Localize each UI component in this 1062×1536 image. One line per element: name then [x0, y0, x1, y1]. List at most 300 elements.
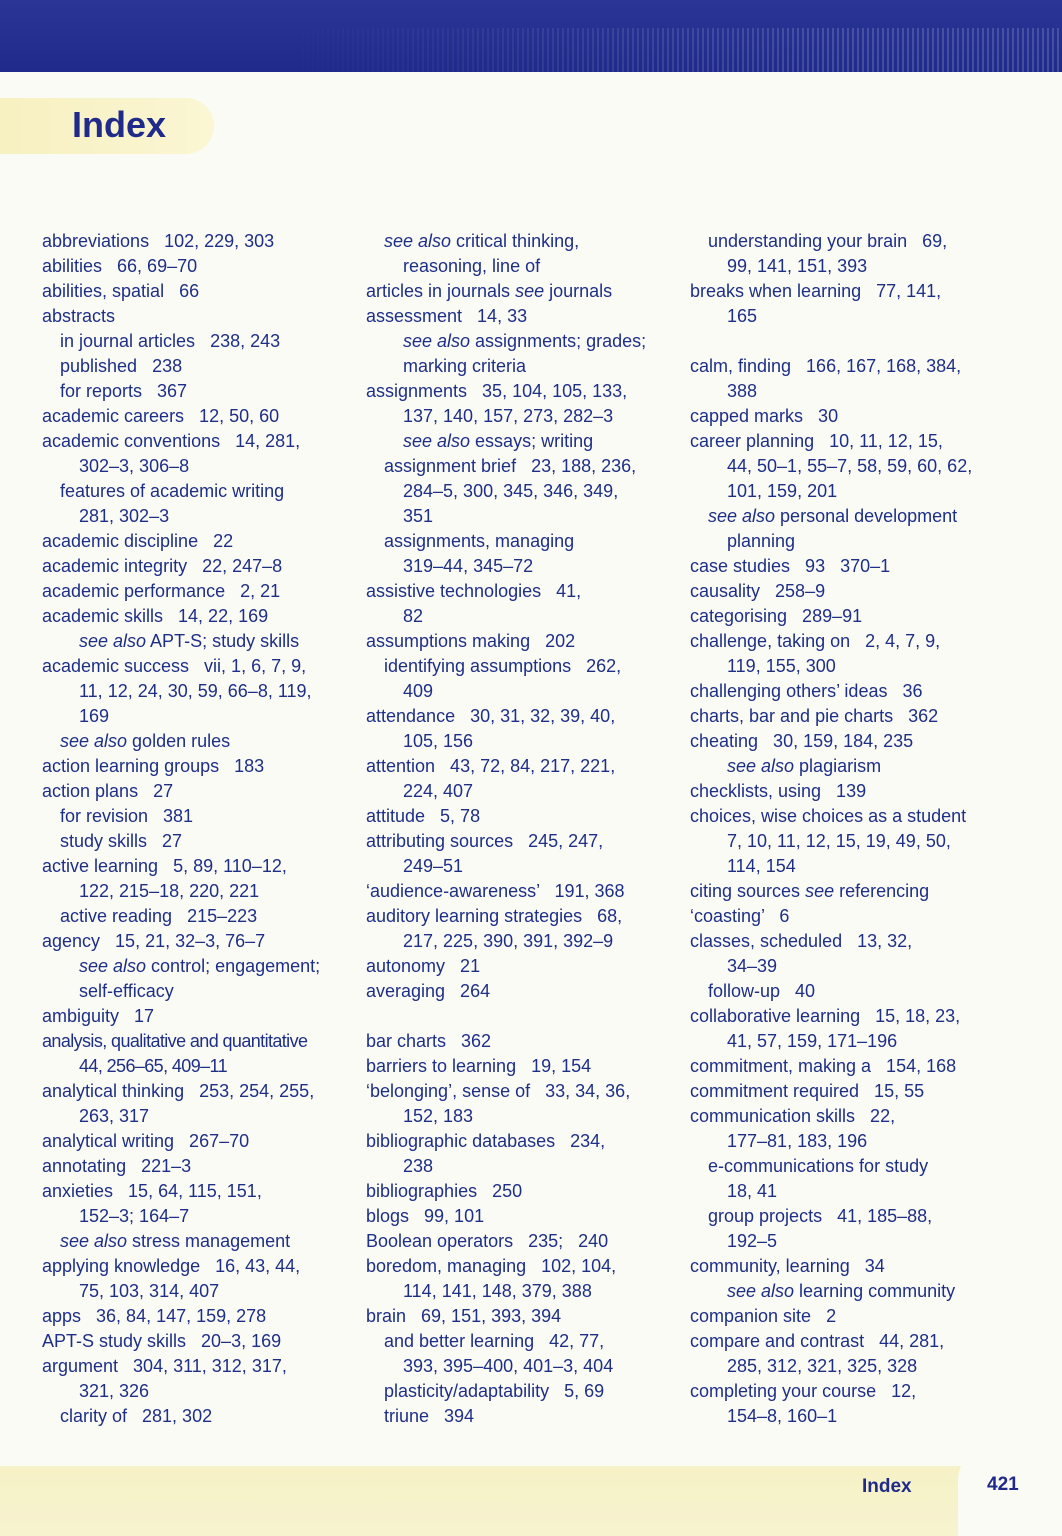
entry-text: assumptions making 202: [366, 631, 576, 651]
index-entry: [690, 704, 990, 729]
index-entry-line: [366, 1404, 696, 1429]
index-entry-line: [366, 1079, 696, 1104]
index-entry: [42, 1329, 372, 1354]
entry-text: self-efficacy: [79, 981, 174, 1001]
entry-text: abstracts: [42, 306, 116, 326]
index-entry: [42, 829, 372, 854]
entry-text: journals: [544, 281, 613, 301]
index-entry: [42, 304, 372, 329]
entry-text: 285, 312, 321, 325, 328: [727, 1356, 918, 1376]
index-entry-line: [366, 779, 696, 804]
entry-text: essays; writing: [470, 431, 594, 451]
entry-text: compare and contrast 44, 281,: [690, 1331, 945, 1351]
see-also-label: see also: [708, 506, 776, 526]
entry-text: 238: [403, 1156, 434, 1176]
see-also-label: see also: [60, 1231, 128, 1251]
index-entry-line: [42, 1179, 372, 1204]
index-entry-line: [366, 929, 696, 954]
entry-text: academic discipline 22: [42, 531, 234, 551]
index-entry-line: [366, 1104, 696, 1129]
entry-text: 351: [403, 506, 434, 526]
index-entry: [366, 379, 696, 429]
index-entry: [42, 1029, 372, 1079]
index-entry-line: [690, 254, 990, 279]
index-entry-line: [366, 1229, 696, 1254]
entry-text: 101, 159, 201: [727, 481, 838, 501]
index-entry: [366, 1254, 696, 1304]
index-entry: [366, 954, 696, 979]
index-entry: [42, 654, 372, 729]
entry-text: 152, 183: [403, 1106, 474, 1126]
index-entry-line: [690, 479, 990, 504]
entry-text: 44, 256–65, 409–11: [79, 1056, 228, 1076]
index-entry-line: [42, 1204, 372, 1229]
entry-text: annotating 221–3: [42, 1156, 192, 1176]
entry-text: autonomy 21: [366, 956, 481, 976]
index-entry-line: [690, 854, 990, 879]
entry-text: reasoning, line of: [403, 256, 541, 276]
entry-text: assistive technologies 41,: [366, 581, 582, 601]
index-entry-line: [690, 1104, 990, 1129]
entry-text: clarity of 281, 302: [60, 1406, 213, 1426]
index-entry: [42, 354, 372, 379]
entry-text: ambiguity 17: [42, 1006, 155, 1026]
entry-text: published 238: [60, 356, 183, 376]
index-entry: [42, 954, 372, 1004]
index-entry-line: [42, 229, 372, 254]
index-entry-line: [42, 304, 372, 329]
entry-text: analysis, qualitative and quantitative: [42, 1031, 308, 1051]
index-entry-line: [690, 704, 990, 729]
index-entry-line: [366, 1254, 696, 1279]
index-entry-line: [42, 254, 372, 279]
entry-text: 192–5: [727, 1231, 778, 1251]
entry-text: agency 15, 21, 32–3, 76–7: [42, 931, 266, 951]
index-entry-line: [366, 1304, 696, 1329]
index-entry-line: [366, 879, 696, 904]
index-entry-line: [690, 779, 990, 804]
entry-text: calm, finding 166, 167, 168, 384,: [690, 356, 962, 376]
index-entry-line: [42, 1304, 372, 1329]
index-entry-line: [42, 1404, 372, 1429]
entry-text: case studies 93 370–1: [690, 556, 891, 576]
index-entry-line: [42, 1154, 372, 1179]
index-entry-line: [42, 1379, 372, 1404]
index-entry: [42, 554, 372, 579]
entry-text: 99, 141, 151, 393: [727, 256, 868, 276]
entry-text: 302–3, 306–8: [79, 456, 190, 476]
index-entry-line: [366, 329, 696, 354]
index-entry: [690, 429, 990, 504]
index-entry-line: [690, 429, 990, 454]
entry-text: completing your course 12,: [690, 1381, 917, 1401]
index-entry-line: [42, 1029, 372, 1054]
index-entry-line: [690, 454, 990, 479]
index-entry: [42, 629, 372, 654]
index-entry-line: [366, 679, 696, 704]
index-entry: [366, 1029, 696, 1054]
entry-text: 41, 57, 159, 171–196: [727, 1031, 898, 1051]
index-entry-line: [366, 979, 696, 1004]
entry-text: assignments, managing: [384, 531, 575, 551]
index-entry: [366, 1054, 696, 1079]
index-entry-line: [366, 754, 696, 779]
index-entry: [42, 579, 372, 604]
index-entry: [690, 404, 990, 429]
index-entry: [366, 1404, 696, 1429]
entry-text: communication skills 22,: [690, 1106, 896, 1126]
page-title: Index: [72, 104, 167, 145]
index-entry-line: [366, 1129, 696, 1154]
index-entry: [690, 229, 990, 279]
index-entry: [690, 504, 990, 554]
entry-text: attendance 30, 31, 32, 39, 40,: [366, 706, 616, 726]
index-entry: [42, 254, 372, 279]
index-entry-line: [42, 629, 372, 654]
entry-text: auditory learning strategies 68,: [366, 906, 623, 926]
index-entry-line: [366, 1029, 696, 1054]
index-entry-line: [42, 554, 372, 579]
index-entry: [366, 1329, 696, 1379]
index-entry-line: [690, 1404, 990, 1429]
index-entry-line: [366, 354, 696, 379]
index-entry: [366, 1304, 696, 1329]
index-entry-line: [42, 354, 372, 379]
entry-text: 11, 12, 24, 30, 59, 66–8, 119,: [79, 681, 312, 701]
entry-text: 409: [403, 681, 434, 701]
index-entry: [42, 329, 372, 354]
index-entry: [42, 854, 372, 904]
index-entry-line: [690, 754, 990, 779]
index-entry: [690, 804, 990, 879]
letter-group-gap: [690, 329, 990, 354]
index-entry-line: [366, 1179, 696, 1204]
index-entry: [42, 404, 372, 429]
entry-text: Boolean operators 235; 240: [366, 1231, 609, 1251]
index-entry-line: [690, 1279, 990, 1304]
entry-text: bar charts 362: [366, 1031, 492, 1051]
entry-text: 152–3; 164–7: [79, 1206, 190, 1226]
entry-text: 224, 407: [403, 781, 474, 801]
entry-text: 34–39: [727, 956, 778, 976]
footer-section-label: Index: [862, 1476, 912, 1497]
index-entry-line: [42, 529, 372, 554]
index-entry-line: [366, 1154, 696, 1179]
see-also-label: see also: [403, 331, 471, 351]
entry-text: attitude 5, 78: [366, 806, 481, 826]
index-entry: [42, 804, 372, 829]
index-entry: [690, 1154, 990, 1204]
index-entry: [42, 1254, 372, 1304]
entry-text: assessment 14, 33: [366, 306, 528, 326]
index-entry-line: [690, 1204, 990, 1229]
index-entry-line: [366, 579, 696, 604]
entry-text: commitment required 15, 55: [690, 1081, 925, 1101]
index-entry-line: [690, 804, 990, 829]
entry-text: causality 258–9: [690, 581, 826, 601]
entry-text: boredom, managing 102, 104,: [366, 1256, 617, 1276]
entry-text: marking criteria: [403, 356, 527, 376]
entry-text: study skills 27: [60, 831, 183, 851]
see-also-label: see also: [727, 756, 795, 776]
index-entry-line: [42, 1329, 372, 1354]
index-entry: [690, 1379, 990, 1429]
index-entry: [366, 904, 696, 954]
index-entry-line: [42, 1104, 372, 1129]
index-entry: [42, 729, 372, 754]
index-entry: [690, 279, 990, 329]
index-entry-line: [690, 1129, 990, 1154]
index-entry-line: [42, 904, 372, 929]
entry-text: plasticity/adaptability 5, 69: [384, 1381, 605, 1401]
entry-text: citing sources: [690, 881, 806, 901]
index-entry: [366, 879, 696, 904]
index-entry-line: [690, 529, 990, 554]
index-entry-line: [366, 379, 696, 404]
entry-text: community, learning 34: [690, 1256, 885, 1276]
index-entry-line: [42, 1354, 372, 1379]
index-entry-line: [690, 1029, 990, 1054]
index-entry: [42, 1304, 372, 1329]
index-entry: [366, 804, 696, 829]
entry-text: 249–51: [403, 856, 464, 876]
index-entry-line: [42, 1254, 372, 1279]
index-entry: [42, 279, 372, 304]
entry-text: control; engagement;: [146, 956, 321, 976]
entry-text: and better learning 42, 77,: [384, 1331, 605, 1351]
index-entry: [690, 679, 990, 704]
index-entry-line: [42, 1279, 372, 1304]
index-entry: [42, 904, 372, 929]
entry-text: challenging others’ ideas 36: [690, 681, 923, 701]
index-entry: [690, 1254, 990, 1279]
index-entry-line: [42, 1129, 372, 1154]
index-entry-line: [690, 604, 990, 629]
entry-text: 114, 154: [727, 856, 796, 876]
entry-text: capped marks 30: [690, 406, 839, 426]
entry-text: critical thinking,: [451, 231, 580, 251]
index-entry-line: [42, 979, 372, 1004]
index-entry: [690, 1079, 990, 1104]
entry-text: 263, 317: [79, 1106, 150, 1126]
entry-text: brain 69, 151, 393, 394: [366, 1306, 562, 1326]
index-entry: [690, 779, 990, 804]
index-entry-line: [366, 529, 696, 554]
index-entry-line: [42, 704, 372, 729]
entry-text: 165: [727, 306, 758, 326]
index-entry-line: [42, 729, 372, 754]
index-entry-line: [42, 804, 372, 829]
index-entry: [42, 779, 372, 804]
entry-text: 321, 326: [79, 1381, 150, 1401]
entry-text: 82: [403, 606, 424, 626]
index-entry-line: [690, 1179, 990, 1204]
index-entry-line: [42, 829, 372, 854]
index-entry-line: [42, 379, 372, 404]
entry-text: ‘audience-awareness’ 191, 368: [366, 881, 625, 901]
index-entry-line: [42, 879, 372, 904]
entry-text: features of academic writing: [60, 481, 285, 501]
index-entry: [42, 604, 372, 629]
index-entry-line: [690, 1354, 990, 1379]
entry-text: in journal articles 238, 243: [60, 331, 281, 351]
index-entry-line: [42, 779, 372, 804]
index-entry: [690, 1304, 990, 1329]
index-entry: [42, 429, 372, 479]
index-entry-line: [690, 279, 990, 304]
entry-text: active reading 215–223: [60, 906, 258, 926]
entry-text: bibliographies 250: [366, 1181, 523, 1201]
index-entry: [366, 829, 696, 879]
index-entry: [42, 929, 372, 954]
see-also-label: see also: [727, 1281, 795, 1301]
index-entry-line: [690, 554, 990, 579]
entry-text: barriers to learning 19, 154: [366, 1056, 592, 1076]
index-entry: [42, 479, 372, 529]
see-also-label: see also: [60, 731, 128, 751]
entry-text: plagiarism: [794, 756, 882, 776]
index-entry-line: [42, 1079, 372, 1104]
index-entry-line: [366, 429, 696, 454]
index-entry-line: [366, 504, 696, 529]
index-entry: [690, 1054, 990, 1079]
index-entry-line: [366, 404, 696, 429]
entry-text: challenge, taking on 2, 4, 7, 9,: [690, 631, 941, 651]
entry-text: understanding your brain 69,: [708, 231, 948, 251]
entry-text: identifying assumptions 262,: [384, 656, 622, 676]
index-entry-line: [42, 929, 372, 954]
index-entry: [690, 1104, 990, 1154]
entry-text: personal development: [775, 506, 958, 526]
index-entry-line: [690, 379, 990, 404]
entry-text: averaging 264: [366, 981, 491, 1001]
entry-text: assignment brief 23, 188, 236,: [384, 456, 637, 476]
index-entry-line: [366, 304, 696, 329]
index-entry-line: [690, 304, 990, 329]
entry-text: applying knowledge 16, 43, 44,: [42, 1256, 301, 1276]
entry-text: classes, scheduled 13, 32,: [690, 931, 913, 951]
index-entry-line: [690, 1229, 990, 1254]
index-entry: [366, 654, 696, 704]
entry-text: articles in journals: [366, 281, 516, 301]
index-entry-line: [366, 554, 696, 579]
index-entry-line: [690, 1254, 990, 1279]
see-also-label: see: [515, 281, 545, 301]
index-column-3: [690, 229, 990, 1429]
index-entry-line: [690, 954, 990, 979]
index-entry-line: [366, 829, 696, 854]
entry-text: anxieties 15, 64, 115, 151,: [42, 1181, 262, 1201]
entry-text: assignments; grades;: [470, 331, 647, 351]
index-entry: [690, 554, 990, 579]
index-entry: [366, 429, 696, 454]
index-entry: [366, 754, 696, 804]
entry-text: ‘coasting’ 6: [690, 906, 790, 926]
index-entry: [366, 529, 696, 579]
index-entry: [42, 229, 372, 254]
index-entry: [690, 979, 990, 1004]
entry-text: academic performance 2, 21: [42, 581, 281, 601]
index-entry: [366, 579, 696, 629]
entry-text: argument 304, 311, 312, 317,: [42, 1356, 287, 1376]
entry-text: 319–44, 345–72: [403, 556, 534, 576]
index-entry-line: [690, 654, 990, 679]
entry-text: 119, 155, 300: [727, 656, 836, 676]
index-entry-line: [690, 729, 990, 754]
entry-text: 44, 50–1, 55–7, 58, 59, 60, 62,: [727, 456, 973, 476]
index-entry-line: [690, 1054, 990, 1079]
entry-text: charts, bar and pie charts 362: [690, 706, 939, 726]
index-entry-line: [42, 604, 372, 629]
index-entry: [42, 1179, 372, 1229]
entry-text: learning community: [794, 1281, 956, 1301]
index-entry-line: [42, 1004, 372, 1029]
index-entry: [42, 1354, 372, 1404]
see-also-label: see also: [384, 231, 452, 251]
index-entry-line: [42, 854, 372, 879]
index-entry-line: [690, 579, 990, 604]
index-entry-line: [690, 1329, 990, 1354]
index-entry: [42, 754, 372, 779]
index-entry-line: [366, 904, 696, 929]
index-entry: [690, 754, 990, 779]
index-entry-line: [690, 879, 990, 904]
index-entry-line: [366, 1329, 696, 1354]
index-entry: [690, 354, 990, 404]
index-entry-line: [42, 954, 372, 979]
index-entry-line: [690, 829, 990, 854]
index-entry-line: [42, 279, 372, 304]
entry-text: 281, 302–3: [79, 506, 170, 526]
entry-text: academic conventions 14, 281,: [42, 431, 301, 451]
index-entry: [42, 1004, 372, 1029]
header-band: [0, 0, 1062, 72]
index-entry: [690, 1204, 990, 1254]
index-column-2: [366, 229, 696, 1429]
index-entry: [690, 729, 990, 754]
index-entry: [690, 629, 990, 679]
index-entry-line: [690, 929, 990, 954]
entry-text: referencing: [834, 881, 930, 901]
index-entry-line: [366, 254, 696, 279]
index-entry-line: [690, 1154, 990, 1179]
index-entry-line: [366, 854, 696, 879]
entry-text: analytical writing 267–70: [42, 1131, 250, 1151]
entry-text: 18, 41: [727, 1181, 778, 1201]
entry-text: 75, 103, 314, 407: [79, 1281, 220, 1301]
index-entry-line: [42, 504, 372, 529]
index-entry-line: [366, 1354, 696, 1379]
entry-text: academic careers 12, 50, 60: [42, 406, 280, 426]
index-entry: [366, 1129, 696, 1179]
index-entry: [42, 1079, 372, 1129]
index-entry-line: [42, 754, 372, 779]
index-entry-line: [690, 404, 990, 429]
index-entry-line: [690, 1304, 990, 1329]
index-entry-line: [42, 429, 372, 454]
entry-text: e-communications for study: [708, 1156, 929, 1176]
see-also-label: see: [805, 881, 835, 901]
entry-text: APT-S study skills 20–3, 169: [42, 1331, 282, 1351]
index-entry-line: [366, 1379, 696, 1404]
entry-text: planning: [727, 531, 796, 551]
entry-text: stress management: [127, 1231, 291, 1251]
entry-text: abilities 66, 69–70: [42, 256, 198, 276]
index-entry-line: [366, 704, 696, 729]
entry-text: active learning 5, 89, 110–12,: [42, 856, 287, 876]
index-entry: [690, 1329, 990, 1379]
entry-text: 122, 215–18, 220, 221: [79, 881, 260, 901]
